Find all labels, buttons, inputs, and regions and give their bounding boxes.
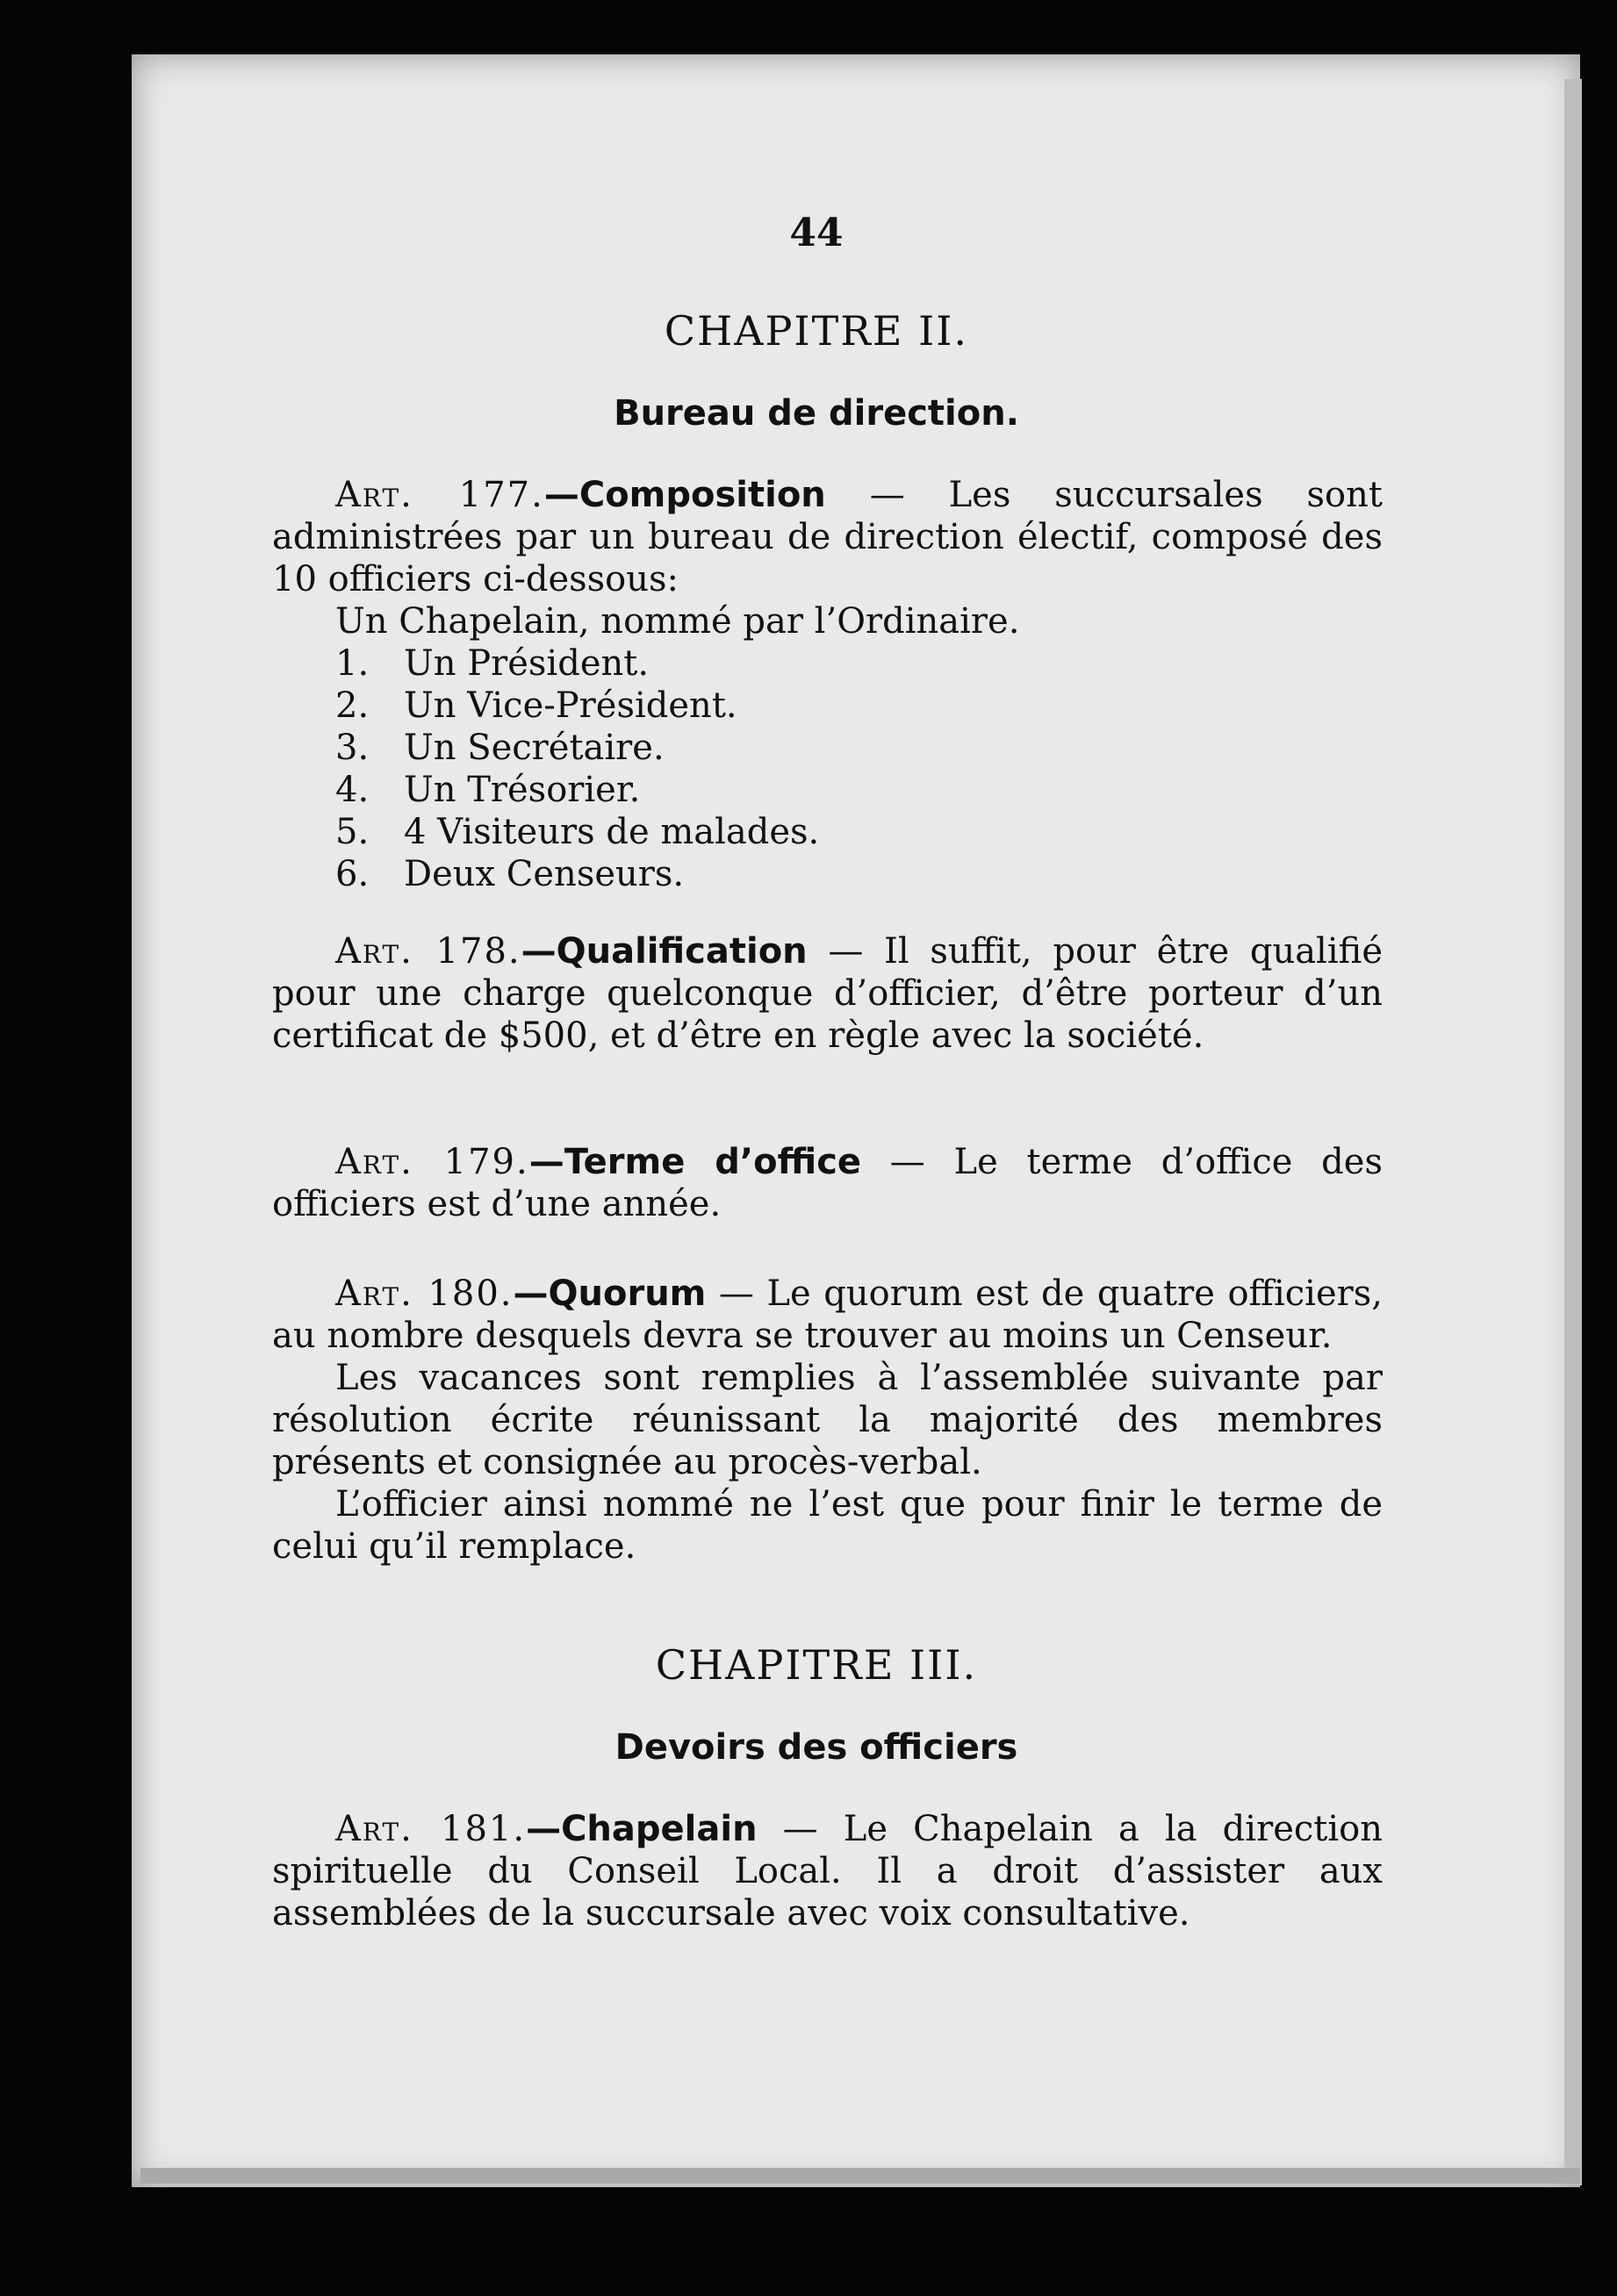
article-180-paragraph — [272, 1273, 1383, 1357]
article-179-text: — Le terme d’office des officiers est d’une année. — [272, 1142, 1383, 1224]
article-177-paragraph — [272, 474, 1383, 600]
article-179-label: Art. 179. — [335, 1142, 529, 1182]
article-181-title: —Chapelain — [526, 1809, 758, 1849]
article-177-label: Art. 177. — [335, 475, 544, 515]
article-180-title: —Quorum — [513, 1274, 707, 1314]
article-181-paragraph — [272, 1808, 1383, 1934]
article-178-title: —Qualification — [521, 931, 808, 972]
list-item — [272, 853, 1383, 895]
list-item-number: 4. — [335, 770, 370, 810]
article-180-text: — Le quorum est de quatre officiers, au nombre desquels devra se trouver au moins un Censeur. — [272, 1274, 1383, 1356]
list-item-text: 4 Visiteurs de malades. — [404, 812, 820, 852]
article-180-label: Art. 180. — [335, 1274, 514, 1314]
list-item-text: Un Trésorier. — [404, 770, 641, 810]
list-item-text: Un Président. — [404, 643, 650, 684]
list-item-text: Un Vice-Président. — [404, 685, 737, 726]
article-180-paragraph-2: Les vacances sont remplies à l’assemblée suivante par résolution écrite réunissant la majorité des membres présents et consignée au procès-verbal. — [272, 1358, 1383, 1482]
list-item-text: Un Chapelain, nommé par l’Ordinaire. — [335, 601, 1020, 642]
article-178-paragraph — [272, 930, 1383, 1057]
article-177-title: —Composition — [543, 475, 826, 515]
list-item-number: 1. — [335, 643, 370, 684]
officers-list — [272, 600, 1383, 895]
article-179 — [272, 1141, 1383, 1225]
article-177-text: — Les succursales sont administrées par un bureau de direction électif, composé des 10 officiers ci-dessous: — [272, 475, 1383, 599]
list-item-text: Deux Censeurs. — [404, 854, 685, 894]
chapter-2-title: Bureau de direction. — [614, 393, 1019, 434]
chapter-3-heading: CHAPITRE III. — [655, 1641, 978, 1689]
list-item-number: 6. — [335, 854, 370, 894]
list-item-text: Un Secrétaire. — [404, 728, 665, 768]
list-item — [272, 600, 1383, 642]
article-179-title: —Terme d’office — [528, 1142, 862, 1182]
article-180 — [272, 1273, 1383, 1568]
article-179-paragraph — [272, 1141, 1383, 1225]
article-178 — [272, 930, 1383, 1057]
article-181 — [272, 1808, 1383, 1934]
list-item — [272, 727, 1383, 769]
list-item-number: 3. — [335, 728, 370, 768]
page-edge-right — [1564, 79, 1582, 2185]
list-item-number: 2. — [335, 685, 370, 726]
list-item — [272, 685, 1383, 727]
page-edge-bottom — [140, 2168, 1580, 2184]
article-181-text: — Le Chapelain a la direction spirituelle du Conseil Local. Il a droit d’assister aux assemblées de la succursale avec voix consultative. — [272, 1809, 1383, 1934]
chapter-2-heading: CHAPITRE II. — [664, 307, 969, 355]
page-number: 44 — [789, 211, 844, 255]
article-181-label: Art. 181. — [335, 1809, 527, 1849]
article-178-label: Art. 178. — [335, 931, 521, 972]
article-180-paragraph-3: L’officier ainsi nommé ne l’est que pour finir le terme de celui qu’il remplace. — [272, 1484, 1383, 1567]
list-item — [272, 642, 1383, 685]
list-item-number: 5. — [335, 812, 370, 852]
list-item — [272, 811, 1383, 853]
article-178-text: — Il suffit, pour être qualifié pour une charge quelconque d’officier, d’être porteur d’un certificat de $500, et d’être en règle avec la société. — [272, 931, 1383, 1056]
chapter-3-title: Devoirs des officiers — [614, 1727, 1018, 1768]
article-177 — [272, 474, 1383, 895]
list-item — [272, 769, 1383, 811]
